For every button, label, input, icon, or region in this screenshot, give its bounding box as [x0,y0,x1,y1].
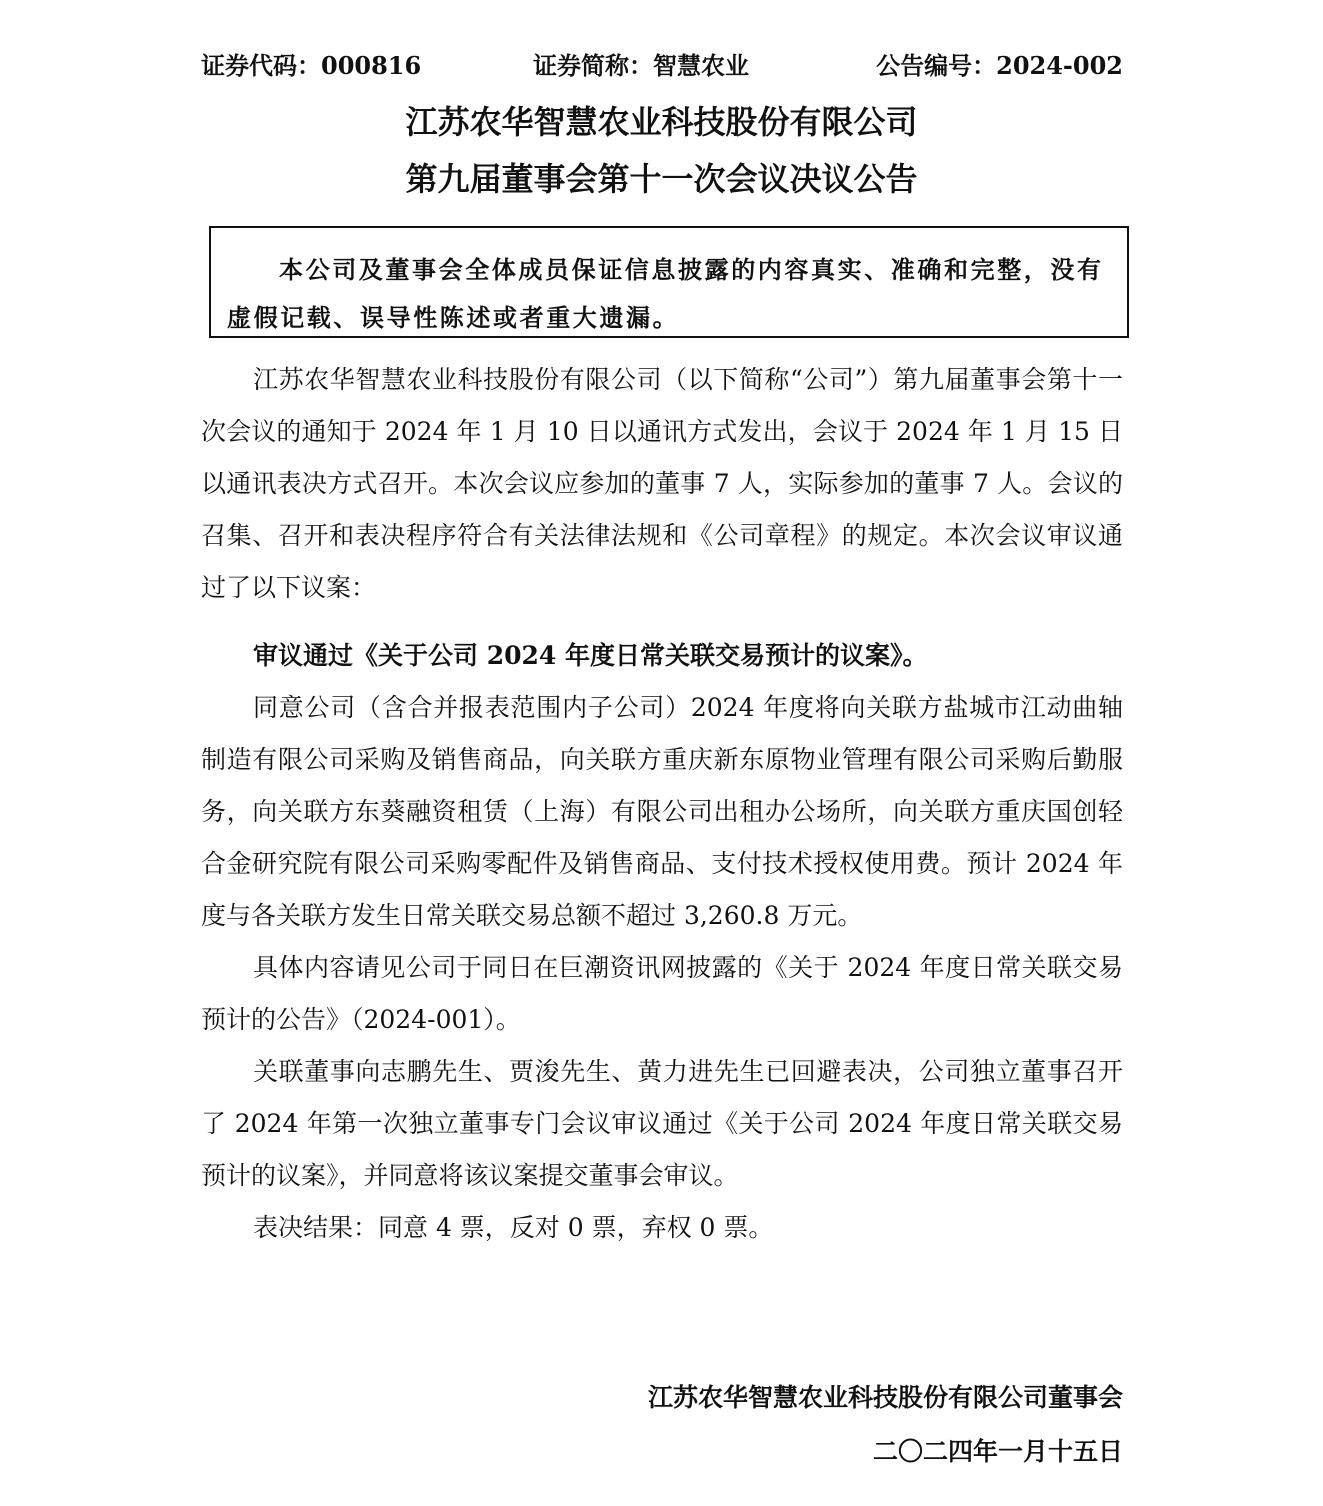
announcement-title: 第九届董事会第十一次会议决议公告 [405,160,918,198]
resolution-detail-paragraph: 同意公司（含合并报表范围内子公司）2024 年度将向关联方盐城市江动曲轴制造有限公司采购及销售商品，向关联方重庆新东原物业管理有限公司采购后勤服务，向关联方东葵融资租赁（上海）有限公司出租办公场所，向关联方重庆国创轻合金研究院有限公司采购零配件及销售商品、支付技术授权使用费。预计 2024 年度与各关联方发生日常关联交易总额不超过 3,260.8 万元。 [201,693,1123,930]
signature-organization: 江苏农华智慧农业科技股份有限公司董事会 [647,1383,1123,1412]
resolution-heading: 审议通过《关于公司 2024 年度日常关联交易预计的议案》。 [253,641,928,670]
signature-date: 二〇二四年一月十五日 [872,1437,1123,1466]
security-code: 证券代码：000816 [201,51,422,80]
intro-paragraph: 江苏农华智慧农业科技股份有限公司（以下简称“公司”）第九届董事会第十一次会议的通知于 2024 年 1 月 10 日以通讯方式发出，会议于 2024 年 1 月 15 日以通讯表决方式召开。本次会议应参加的董事 7 人，实际参加的董事 7 人。会议的召集、召开和表决程序符合有关法律法规和《公司章程》的规定。本次会议审议通过了以下议案： [201,365,1123,602]
disclosure-notice-text: 本公司及董事会全体成员保证信息披露的内容真实、准确和完整，没有虚假记载、误导性陈述或者重大遗漏。 [227,255,1104,332]
disclosure-notice-box [209,226,1129,338]
reference-paragraph: 具体内容请见公司于同日在巨潮资讯网披露的《关于 2024 年度日常关联交易预计的公告》（2024-001）。 [201,953,1123,1034]
recusal-paragraph: 关联董事向志鹏先生、贾浚先生、黄力进先生已回避表决，公司独立董事召开了 2024 年第一次独立董事专门会议审议通过《关于公司 2024 年度日常关联交易预计的议案》，并同意将该议案提交董事会审议。 [201,1057,1123,1190]
vote-result: 表决结果：同意 4 票，反对 0 票，弃权 0 票。 [253,1213,774,1242]
document-meta-header [201,46,1123,86]
security-name: 证券简称：智慧农业 [533,51,749,80]
company-title: 江苏农华智慧农业科技股份有限公司 [405,103,918,141]
announcement-number: 公告编号：2024-002 [876,51,1123,80]
